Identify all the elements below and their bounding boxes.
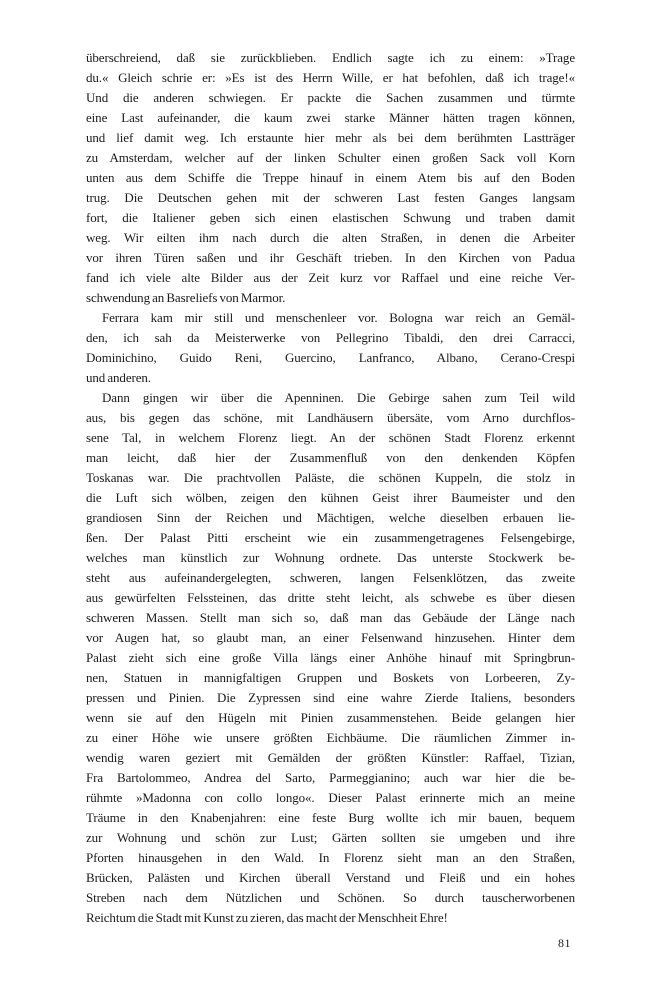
text-line: Palast zieht sich eine große Villa längs einer Anhöhe hinauf mit Springbrun- — [86, 650, 575, 665]
text-line: überschreiend, daß sie zurückblieben. Endlich sagte ich zu einem: »Trage — [86, 50, 575, 65]
text-line: Ferrara kam mir still und menschenleer vor. Bologna war reich an Gemäl- — [102, 310, 575, 325]
text-line: Dominichino, Guido Reni, Guercino, Lanfranco, Albano, Cerano-Crespi — [86, 350, 575, 365]
text-line: aus, bis gegen das schöne, mit Landhäusern übersäte, vom Arno durchflos- — [86, 410, 575, 425]
text-line: aus gewürfelten Felssteinen, das dritte steht leicht, als schwebe es über diesen — [86, 590, 575, 605]
text-line: Träume in den Knabenjahren: eine feste Burg wollte ich mir bauen, bequem — [86, 810, 575, 825]
text-line: rühmte »Madonna con collo longo«. Dieser Palast erinnerte mich an meine — [86, 790, 575, 805]
text-line: trug. Die Deutschen gehen mit der schweren Last festen Ganges langsam — [86, 190, 575, 205]
text-line: man leicht, daß hier der Zusammenfluß von den denkenden Köpfen — [86, 450, 575, 465]
text-line: zu einer Höhe wie unsere größten Eichbäume. Die räumlichen Zimmer in- — [86, 730, 575, 745]
text-line: Und die anderen schwiegen. Er packte die Sachen zusammen und türmte — [86, 90, 575, 105]
text-line: ßen. Der Palast Pitti erscheint wie ein zusammengetragenes Felsengebirge, — [86, 530, 575, 545]
text-line: vor ihren Türen saßen und ihr Geschäft trieben. In den Kirchen von Padua — [86, 250, 575, 265]
text-line: und lief damit weg. Ich erstaunte hier mehr als bei dem berühmten Lastträger — [86, 130, 575, 145]
text-line: Fra Bartolommeo, Andrea del Sarto, Parmeggianino; auch war hier die be- — [86, 770, 575, 785]
text-line: schwendung an Basreliefs von Marmor. — [86, 290, 286, 305]
text-line: pressen und Pinien. Die Zypressen sind eine wahre Zierde Italiens, besonders — [86, 690, 575, 705]
text-line: Reichtum die Stadt mit Kunst zu zieren, das macht der Menschheit Ehre! — [86, 910, 448, 925]
text-line: weg. Wir eilten ihm nach durch die alten Straßen, in denen die Arbeiter — [86, 230, 575, 245]
text-line: wendig waren geziert mit Gemälden der größten Künstler: Raffael, Tizian, — [86, 750, 575, 765]
text-line: sene Tal, in welchem Florenz liegt. An der schönen Stadt Florenz erkennt — [86, 430, 575, 445]
text-line: eine Last aufeinander, die kaum zwei starke Männer hätten tragen können, — [86, 110, 575, 125]
text-line: Brücken, Palästen und Kirchen überall Verstand und Fleiß und ein hohes — [86, 870, 575, 885]
text-line: vor Augen hat, so glaubt man, an einer Felsenwand hinzusehen. Hinter dem — [86, 630, 575, 645]
page-number: 81 — [558, 936, 571, 950]
text-line: grandiosen Sinn der Reichen und Mächtigen, welche dieselben erbauen lie- — [86, 510, 575, 525]
text-line: steht aus aufeinandergelegten, schweren, langen Felsenklötzen, das zweite — [86, 570, 575, 585]
text-line: schweren Massen. Stellt man sich so, daß man das Gebäude der Länge nach — [86, 610, 575, 625]
text-line: fand ich viele alte Bilder aus der Zeit kurz vor Raffael und eine reiche Ver- — [86, 270, 575, 285]
text-line: Pforten hinausgehen in den Wald. In Florenz sieht man an den Straßen, — [86, 850, 575, 865]
text-line: zur Wohnung und schön zur Lust; Gärten sollten sie umgeben und ihre — [86, 830, 575, 845]
text-line: wenn sie auf den Hügeln mit Pinien zusammenstehen. Beide gelangen hier — [86, 710, 575, 725]
text-line: fort, die Italiener geben sich einen elastischen Schwung und traben damit — [86, 210, 575, 225]
text-line: Streben nach dem Nützlichen und Schönen. So durch tauscherworbenen — [86, 890, 575, 905]
text-line: du.« Gleich schrie er: »Es ist des Herrn Wille, er hat befohlen, daß ich trage!« — [86, 70, 575, 85]
text-line: zu Amsterdam, welcher auf der linken Schulter einen großen Sack voll Korn — [86, 150, 575, 165]
text-line: und anderen. — [86, 370, 151, 385]
text-line: den, ich sah da Meisterwerke von Pellegrino Tibaldi, den drei Carracci, — [86, 330, 575, 345]
text-line: welches man künstlich zur Wohnung ordnete. Das unterste Stockwerk be- — [86, 550, 575, 565]
text-line: Dann gingen wir über die Apenninen. Die Gebirge sahen zum Teil wild — [102, 390, 575, 405]
text-line: unten aus dem Schiffe die Treppe hinauf in einem Atem bis auf den Boden — [86, 170, 575, 185]
text-line: Toskanas war. Die prachtvollen Paläste, die schönen Kuppeln, die stolz in — [86, 470, 575, 485]
text-line: nen, Statuen in mannigfaltigen Gruppen und Boskets von Lorbeeren, Zy- — [86, 670, 575, 685]
text-line: die Luft sich wölben, zeigen den kühnen Geist ihrer Baumeister und den — [86, 490, 575, 505]
body-text — [86, 48, 575, 928]
